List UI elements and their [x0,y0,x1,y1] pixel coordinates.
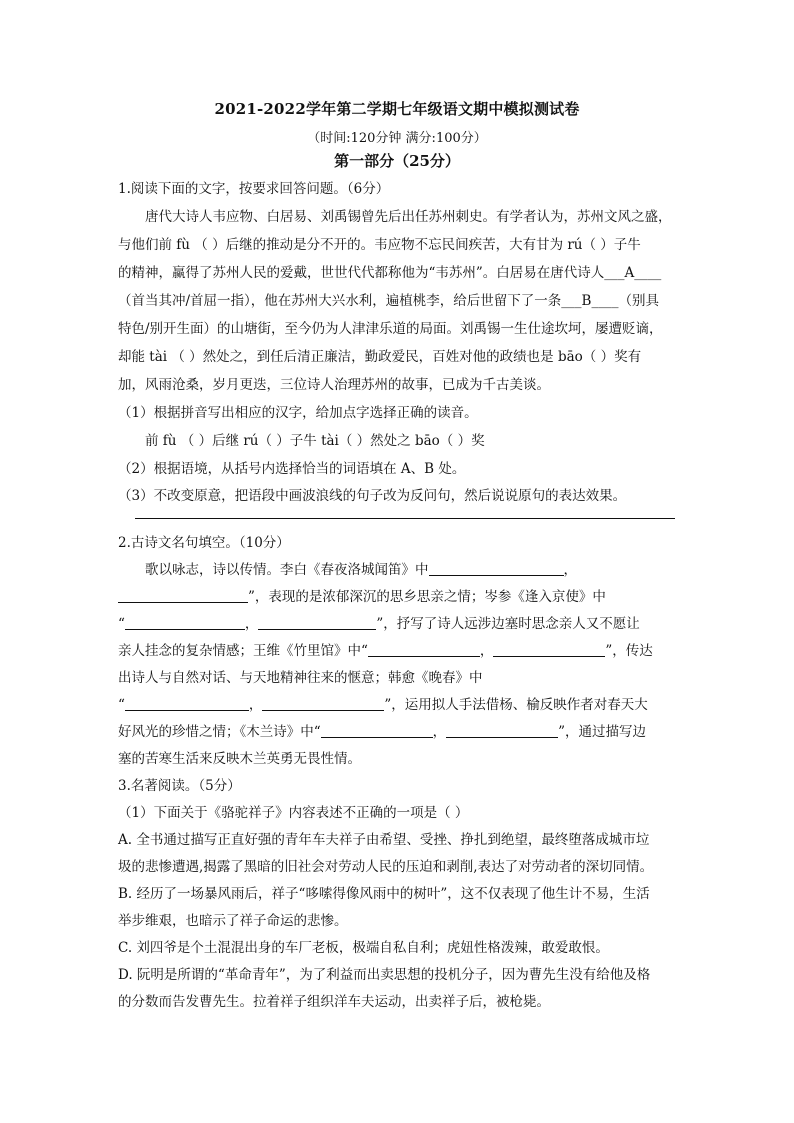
q2-text: ”，表现的是浓郁深沉的思乡思亲之情；岑参《逢入京使》中 [248,589,606,605]
q2-text: ”，通过描写边 [558,724,647,740]
q2-line: “ ， ”，运用拟人手法借杨、榆反映作者对春天大 [118,697,648,713]
part-heading: 第一部分（25分） [334,152,460,170]
q2-line: 歌以咏志，诗以传情。李白《春夜洛城闻笛》中 ， [145,562,577,578]
fill-blank[interactable] [258,615,376,630]
q1-passage-line: 加，风雨沧桑，岁月更迭，三位诗人治理苏州的故事，已成为千古美谈。 [118,377,550,393]
exam-time-score: （时间:120分钟 满分:100分） [307,131,487,146]
q2-line: “ ， ”，抒写了诗人远涉边塞时思念亲人又不愿让 [118,616,640,632]
q1-passage-line: （首当其冲/首屈一指），他在苏州大兴水利，遍植桃李，给后世留下了一条___B____（别具 [118,293,659,309]
q2-line: 好风光的珍惜之情；《木兰诗》中“ ， ”，通过描写边 [118,724,647,740]
fill-blank[interactable] [446,723,558,738]
q2-text: 歌以咏志，诗以传情。李白《春夜洛城闻笛》中 [145,562,429,578]
q1-heading: 1.阅读下面的文字，按要求回答问题。（6分） [118,181,390,197]
fill-blank[interactable] [368,642,480,657]
q1-subquestion-1: （1）根据拼音写出相应的汉字，给加点字选择正确的读音。 [118,405,478,421]
q3-option-d: D. 阮明是所谓的“革命青年”，为了利益而出卖思想的投机分子，因为曹先生没有给他及格 [118,967,651,983]
q1-passage-line: 唐代大诗人韦应物、白居易、刘禹锡曾先后出任苏州刺史。有学者认为，苏州文风之盛， [145,209,672,225]
fill-blank[interactable] [429,561,564,576]
q1-subquestion-3: （3）不改变原意，把语段中画波浪线的句子改为反问句，然后说说原句的表达效果。 [118,488,627,504]
q2-line: 亲人挂念的复杂情感；王维《竹里馆》中“ ， ”，传达 [118,643,653,659]
q1-passage-line: 却能 tài （ ）然处之，到任后清正廉洁，勤政爱民，百姓对他的政绩也是 bāo（ ）奖有 [118,349,642,365]
q2-text: ”，运用拟人手法借杨、榆反映作者对春天大 [384,697,648,713]
q1-passage-line: 的精神，赢得了苏州人民的爱戴，世世代代都称他为“韦苏州”。白居易在唐代诗人___A____ [118,265,662,281]
q2-text: 好风光的珍惜之情；《木兰诗》中“ [118,724,321,740]
q2-line: 出诗人与自然对话、与天地精神往来的惬意；韩愈《晚春》中 [118,670,483,686]
answer-line[interactable] [135,518,675,519]
q2-heading: 2.古诗文名句填空。（10分） [118,535,290,551]
fill-blank[interactable] [262,696,384,711]
q3-option-c: C. 刘四爷是个土混混出身的车厂老板，极端自私自利；虎妞性格泼辣，敢爱敢恨。 [118,940,609,956]
q2-text: ”，抒写了诗人远涉边塞时思念亲人又不愿让 [376,616,640,632]
fill-blank[interactable] [321,723,433,738]
q2-line: 塞的苦寒生活来反映木兰英勇无畏性情。 [118,751,361,767]
q1-passage-line: 与他们前 fù （ ）后继的推动是分不开的。韦应物不忘民间疾苦，大有甘为 rú（ ）子牛 [118,237,641,253]
q3-option-b-cont: 举步维艰，也暗示了祥子命运的悲惨。 [118,913,348,929]
q3-option-a-cont: 圾的悲惨遭遇,揭露了黑暗的旧社会对劳动人民的压迫和剥削,表达了对劳动者的深切同情。 [118,859,654,875]
exam-title: 2021-2022学年第二学期七年级语文期中模拟测试卷 [214,100,580,118]
q3-option-a: A. 全书通过描写正直好强的青年车夫祥子由希望、受挫、挣扎到绝望，最终堕落成城市垃 [118,832,650,848]
fill-blank[interactable] [125,615,245,630]
q1-pinyin-items: 前 fù （ ）后继 rú（ ）子牛 tài（ ）然处之 bāo（ ）奖 [145,433,485,449]
q1-subquestion-2: （2）根据语境，从括号内选择恰当的词语填在 A、B 处。 [118,461,466,477]
q2-text: 亲人挂念的复杂情感；王维《竹里馆》中“ [118,643,368,659]
q3-option-d-cont: 的分数而告发曹先生。拉着祥子组织洋车夫运动，出卖祥子后，被枪毙。 [118,994,550,1010]
q2-line [118,588,678,606]
q3-option-b: B. 经历了一场暴风雨后，祥子“哆嗦得像风雨中的树叶”，这不仅表现了他生计不易，生活 [118,886,650,902]
fill-blank[interactable] [125,696,249,711]
q2-text: ”，传达 [605,643,653,659]
fill-blank[interactable] [118,588,248,603]
q1-passage-line: 特色/别开生面）的山塘街，至今仍为人津津乐道的局面。刘禹锡一生仕途坎坷，屡遭贬谪， [118,321,663,337]
q3-subquestion-1: （1）下面关于《骆驼祥子》内容表述不正确的一项是（ ） [118,805,469,821]
q3-heading: 3.名著阅读。（5分） [118,778,241,794]
fill-blank[interactable] [493,642,605,657]
